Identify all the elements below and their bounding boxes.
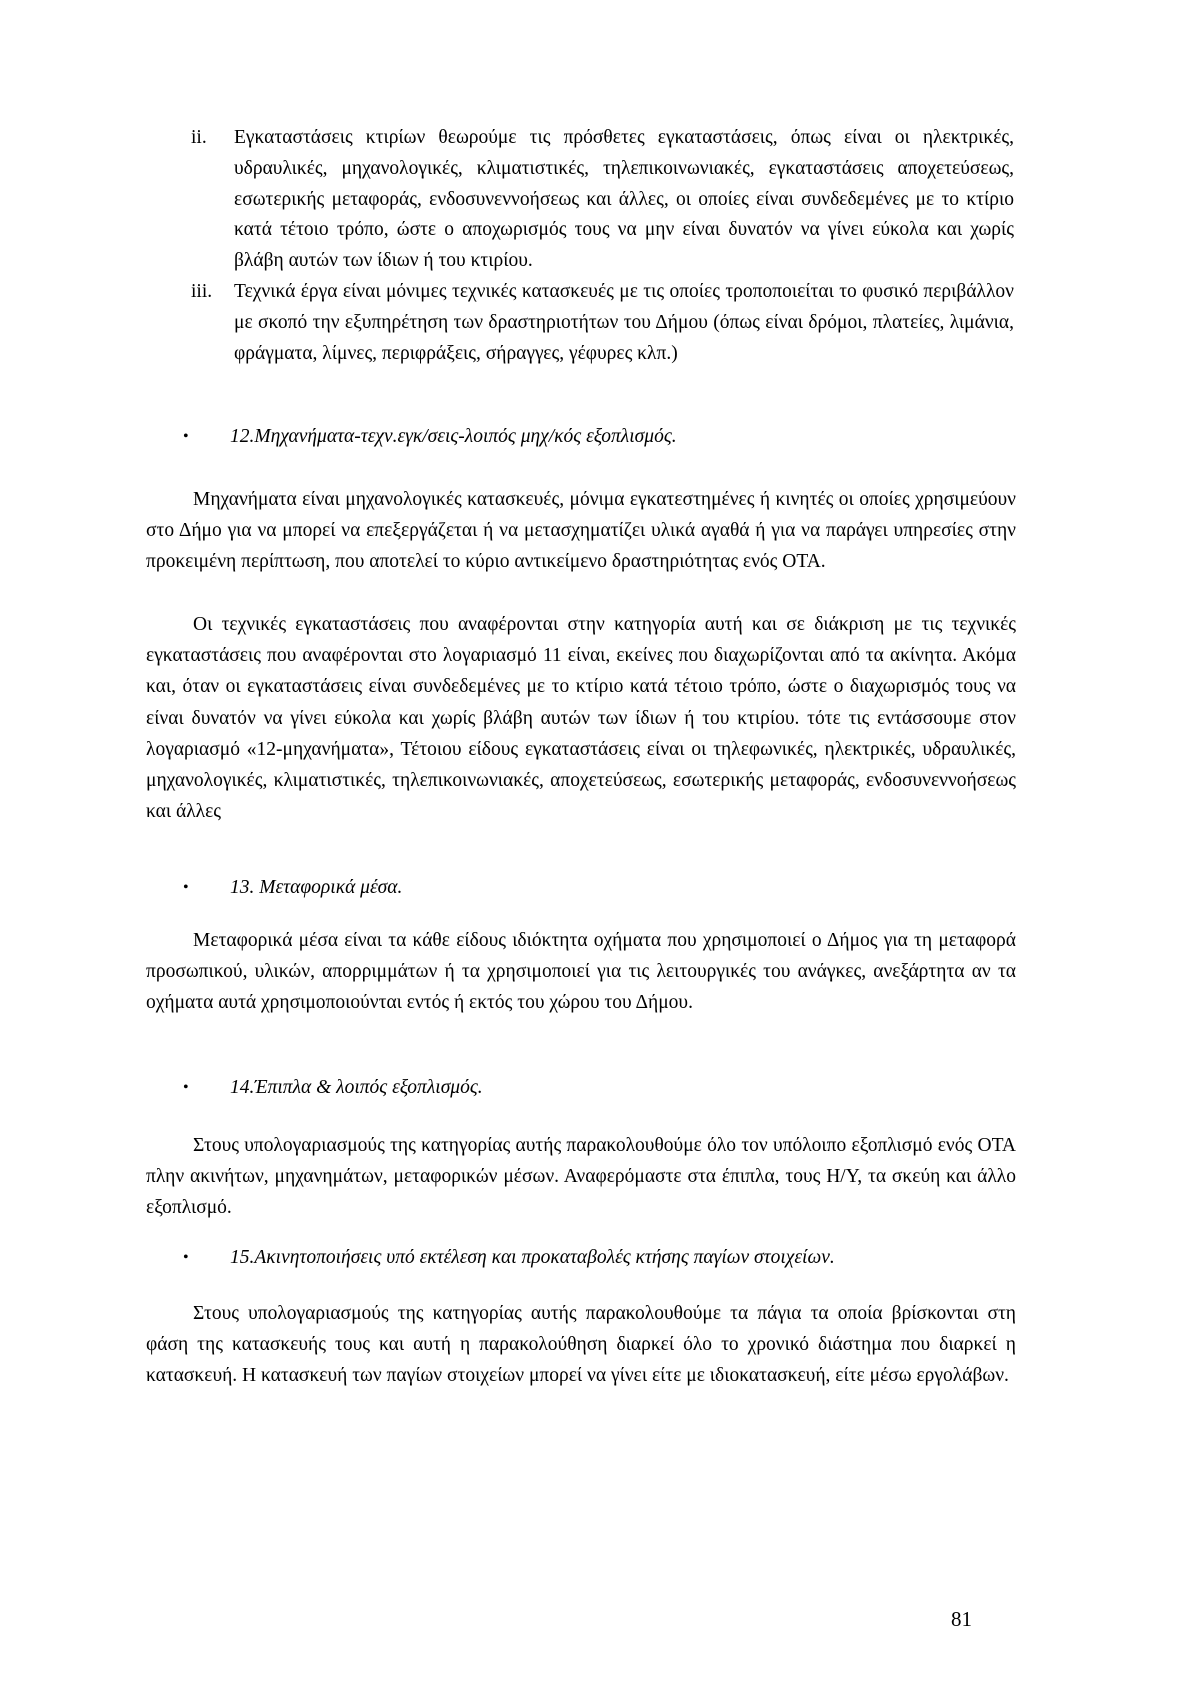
paragraph-12b: Οι τεχνικές εγκαταστάσεις που αναφέρονται στην κατηγορία αυτή και σε διάκριση με τις τεχνικές εγκαταστάσεις που αναφέρονται στο λογαριασμό 11 είναι, εκείνες που διαχωρίζονται από τα ακίνητα. Ακόμα και, όταν οι εγκαταστάσεις είναι συνδεδεμένες με το κτίριο κατά τέτοιο τρόπο, ώστε ο διαχωρισμός τους να είναι δυνατόν να γίνει εύκολα και χωρίς βλάβη αυτών των ίδιων ή του κτιρίου. τότε τις εντάσσουμε στον λογαριασμό «12-μηχανήματα», Τέτοιου είδους εγκαταστάσεις είναι οι τηλεφωνικές, ηλεκτρικές, υδραυλικές, μηχανολογικές, κλιματιστικές, τηλεπικοινωνιακές, αποχετεύσεως, εσωτερικής μεταφοράς, ενδοσυνεννοήσεως και άλλες	[146, 614, 1016, 823]
bullet-icon: •	[183, 879, 189, 896]
paragraph-12a: Μηχανήματα είναι μηχανολογικές κατασκευές, μόνιμα εγκατεστημένες ή κινητές οι οποίες χρησιμεύουν στο Δήμο για να μπορεί να επεξεργάζεται ή να μετασχηματίζει υλικά αγαθά ή για να παράγει υπηρεσίες στην προκειμένη περίπτωση, που αποτελεί το κύριο αντικείμενο δραστηριότητας ενός ΟΤΑ.	[146, 489, 1016, 573]
section-iii-numeral: iii.	[191, 281, 213, 302]
heading-13-text: 13. Μεταφορικά μέσα.	[230, 877, 403, 898]
heading-15-text: 15.Ακινητοποιήσεις υπό εκτέλεση και προκαταβολές κτήσης παγίων στοιχείων.	[230, 1247, 835, 1268]
section-ii-text: Εγκαταστάσεις κτιρίων θεωρούμε τις πρόσθετες εγκαταστάσεις, όπως είναι οι ηλεκτρικές, υδραυλικές, μηχανολογικές, κλιματιστικές, τηλεπικοινωνιακές, εγκαταστάσεις αποχετεύσεως, εσωτερικής μεταφοράς, ενδοσυνεννοήσεως και άλλες, οι οποίες είναι συνδεδεμένες με το κτίριο κατά τέτοιο τρόπο, ώστε ο αποχωρισμός τους να μην είναι δυνατόν να γίνει εύκολα και χωρίς βλάβη αυτών των ίδιων ή του κτιρίου.	[234, 127, 1014, 272]
page-number: 81	[951, 1607, 972, 1631]
paragraph-15: Στους υπολογαριασμούς της κατηγορίας αυτής παρακολουθούμε τα πάγια τα οποία βρίσκονται στη φάση της κατασκευής τους και αυτή η παρακολούθηση διαρκεί όλο το χρονικό διάστημα που διαρκεί η κατασκευή. Η κατασκευή των παγίων στοιχείων μπορεί να γίνει είτε με ιδιοκατασκευή, είτε μέσω εργολάβων.	[146, 1303, 1016, 1387]
section-iii-text: Τεχνικά έργα είναι μόνιμες τεχνικές κατασκευές με τις οποίες τροποποιείται το φυσικό περιβάλλον με σκοπό την εξυπηρέτηση των δραστηριοτήτων του Δήμου (όπως είναι δρόμοι, πλατείες, λιμάνια, φράγματα, λίμνες, περιφράξεις, σήραγγες, γέφυρες κλπ.)	[234, 281, 1014, 364]
paragraph-14: Στους υπολογαριασμούς της κατηγορίας αυτής παρακολουθούμε όλο τον υπόλοιπο εξοπλισμό ενός ΟΤΑ πλην ακινήτων, μηχανημάτων, μεταφορικών μέσων. Αναφερόμαστε στα έπιπλα, τους Η/Υ, τα σκεύη και άλλο εξοπλισμό.	[146, 1135, 1016, 1219]
section-ii-numeral: ii.	[191, 127, 207, 148]
section-iii	[191, 277, 1014, 369]
heading-12-text: 12.Μηχανήματα-τεχν.εγκ/σεις-λοιπός μηχ/κός εξοπλισμός.	[230, 426, 677, 447]
bullet-icon: •	[183, 1079, 189, 1096]
bullet-icon: •	[183, 1249, 189, 1266]
section-ii	[191, 123, 1014, 277]
paragraph-13: Μεταφορικά μέσα είναι τα κάθε είδους ιδιόκτητα οχήματα που χρησιμοποιεί ο Δήμος για τη μεταφορά προσωπικού, υλικών, απορριμμάτων ή τα χρησιμοποιεί για τις λειτουργικές του ανάγκες, ανεξάρτητα αν τα οχήματα αυτά χρησιμοποιούνται εντός ή εκτός του χώρου του Δήμου.	[146, 930, 1016, 1014]
heading-14-text: 14.Έπιπλα & λοιπός εξοπλισμός.	[230, 1077, 483, 1098]
bullet-icon: •	[183, 428, 189, 445]
